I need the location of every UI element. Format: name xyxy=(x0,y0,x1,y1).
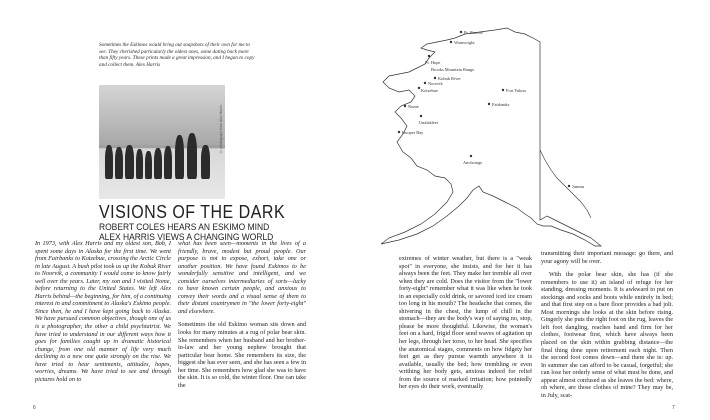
map-label-pthope: Pt. Hope xyxy=(425,60,441,65)
map-label-wainwright: Wainwright xyxy=(454,40,475,45)
subtitle-line-1: ROBERT COLES HEARS AN ESKIMO MIND xyxy=(99,222,270,232)
hooper-marker xyxy=(398,131,400,133)
photo-figure xyxy=(136,149,143,179)
map-label-unalakleet: Unalakleet xyxy=(419,120,439,125)
map-label-fairbanks: Fairbanks xyxy=(492,102,510,107)
ftyukon-marker xyxy=(502,89,504,91)
nome-marker xyxy=(404,105,406,107)
photo-sky xyxy=(99,85,225,145)
map-label-barrow: Pt. Barrow xyxy=(464,30,484,35)
map-label-kotzebue: Kotzebue xyxy=(421,88,438,93)
photo-figure xyxy=(145,151,152,179)
map-label-kobuk: Kobuk River xyxy=(438,76,461,81)
map-label-noorvik: Noorvik xyxy=(428,81,443,86)
photo-credit: © photograph from Alex Harris xyxy=(219,105,223,154)
column-3-paragraph: extremes of winter weather, but there is a "weak spot" in everyone, she insists, and for her it has always been the feet. They make her tremble all over when they are cold. Does the visitor from the "lower forty-eight" remember what it was like when he took in an especially cold drink, or savored iced ice cream too long in his mouth? The headache that comes, the shivering in the chest, the lump of chill in the stomach—they are the body's way of saying no, stop, please be more thoughtful. Likewise, the woman's feet on a hard, frigid floor send waves of agitation up her legs, through her torso, to her head. She specifies the anatomical stages, comments on how fidgety her feet get as they pursue warmth anywhere it is available, usually the bed; how trembling or even writhing her body gets, anxious indeed for relief from the source of marked irritation; how pointedly her eyes do their work, eventually xyxy=(399,255,532,391)
page-number-left: 6 xyxy=(33,405,36,411)
alaska-map xyxy=(355,20,685,250)
fairbanks-marker xyxy=(488,103,490,105)
map-label-juneau: Juneau xyxy=(572,184,585,189)
article-subtitle xyxy=(99,222,273,242)
photo-figure xyxy=(187,133,197,179)
photo-figure xyxy=(164,146,172,179)
page-number-right: 7 xyxy=(672,405,675,411)
column-2-paragraph-1: what has been seen—moments in the lives of a friendly, brave, modest but proud people. Our purpose is not to expose, exhort, take one or another position. We have found Eskimos to be wonderfully sensitive and intelligent, and we consider ourselves intermediaries of sorts—lucky to have known certain people, and anxious to convey their words and a visual sense of them to their distant countrymen in "the lower forty-eight" and elsewhere. xyxy=(178,240,306,315)
subtitle-line-2: ALEX HARRIS VIEWS A CHANGING WORLD xyxy=(99,232,274,242)
body-column-2 xyxy=(178,240,306,389)
barrow-marker xyxy=(460,31,462,33)
wainwright-marker xyxy=(450,41,452,43)
pthope-marker xyxy=(428,55,430,57)
alaska-outline xyxy=(381,28,601,246)
juneau-marker xyxy=(568,185,570,187)
column-4-paragraph-1: transmitting their important message: go there, and your agony will be over. xyxy=(541,250,673,265)
body-column-1 xyxy=(35,240,171,383)
caption-text: Sometimes the Eskimos would bring out snapshots of their own for me to see. They cherished particularly the oldest ones, some dating back more than fifty years. These prints made a great impression, and I began to copy and collect them. xyxy=(99,42,255,68)
column-4-paragraph-2: With the polar bear skin, she has (if she remembers to use it) an island of refuge for her standing, dressing moments. It is awkward to put on stockings and socks and boots while entirely in bed; and that first step on a bare floor provides a bad jolt. Most mornings she looks at the skin before rising. Gingerly she puts the right foot on the rug, leaves the left foot dangling, reaches hand and firm for her clothes, footwear first, which have always been placed on the skin within grabbing distance—the final thing done upon retirement each night. Then the second foot comes down—and there she is: up. In summer she can afford to be casual, forgetful; she can lose her orderly sense of what must be done, and appear almost confused as she leaves the bed: where, oh where, are those clothes of mine? They may be, in July, scat- xyxy=(541,271,673,399)
column-2-paragraph-2: Sometimes the old Eskimo woman sits down and looks for many minutes at a rug of polar bear skin. She remembers when her husband and her brother-in-law and her young nephew brought that particular bear home. She remembers its size, the biggest she has ever seen, and she has seen a few in her time. She remembers how glad she was to have the skin. It is so cold, the winter floor. One can take the xyxy=(178,321,306,389)
group-photograph xyxy=(99,85,225,199)
photo-figure xyxy=(201,145,210,179)
photo-figure xyxy=(105,145,113,179)
photo-figure xyxy=(154,148,162,179)
body-column-4 xyxy=(541,250,673,399)
noorvik-marker xyxy=(424,82,426,84)
map-label-nome: Nome xyxy=(408,104,419,109)
map-label-anchorage: Anchorage xyxy=(463,160,483,165)
photo-caption xyxy=(99,42,259,68)
column-1-paragraph: In 1973, with Alex Harris and my oldest son, Bob, I spent some days in Alaska for the first time. We went from Fairbanks to Kotzebue, crossing the Arctic Circle in late August. A bush pilot took us up the Kobuk River to Noorvik, a community I would come to know fairly well over the years. Later, my son and I visited Nome, before returning to the United States. We left Alex Harris behind—the beginning, for him, of a continuing interest in and commitment to Alaska's Eskimo people. Since then, he and I have kept going back to Alaska. We have pursued common objectives, though one of us is a photographer, the other a child psychiatrist. We have tried to understand in our different ways how it goes for families caught up in dramatic historical change, from one old manner of life very much declining to a new one quite strongly on the rise. We have tried to hear sentiments, attitudes, hopes, worries, dreams. We have tried to see and through pictures hold on to xyxy=(35,240,171,383)
photo-figure xyxy=(175,135,184,179)
unalakleet-marker xyxy=(420,115,422,117)
kotzebue-marker xyxy=(418,87,420,89)
map-label-brooks: Brooks Mountain Range xyxy=(431,67,475,72)
anchorage-marker xyxy=(470,155,472,157)
kobuk-marker xyxy=(434,77,436,79)
body-column-3 xyxy=(399,255,532,391)
article-title: VISIONS OF THE DARK xyxy=(99,203,286,223)
photo-figure xyxy=(125,145,134,179)
photo-figure xyxy=(115,147,123,179)
map-label-hooper: Hooper Bay xyxy=(402,130,424,135)
caption-author: Alex Harris xyxy=(135,61,161,68)
map-label-ftyukon: Fort Yukon xyxy=(506,88,526,93)
